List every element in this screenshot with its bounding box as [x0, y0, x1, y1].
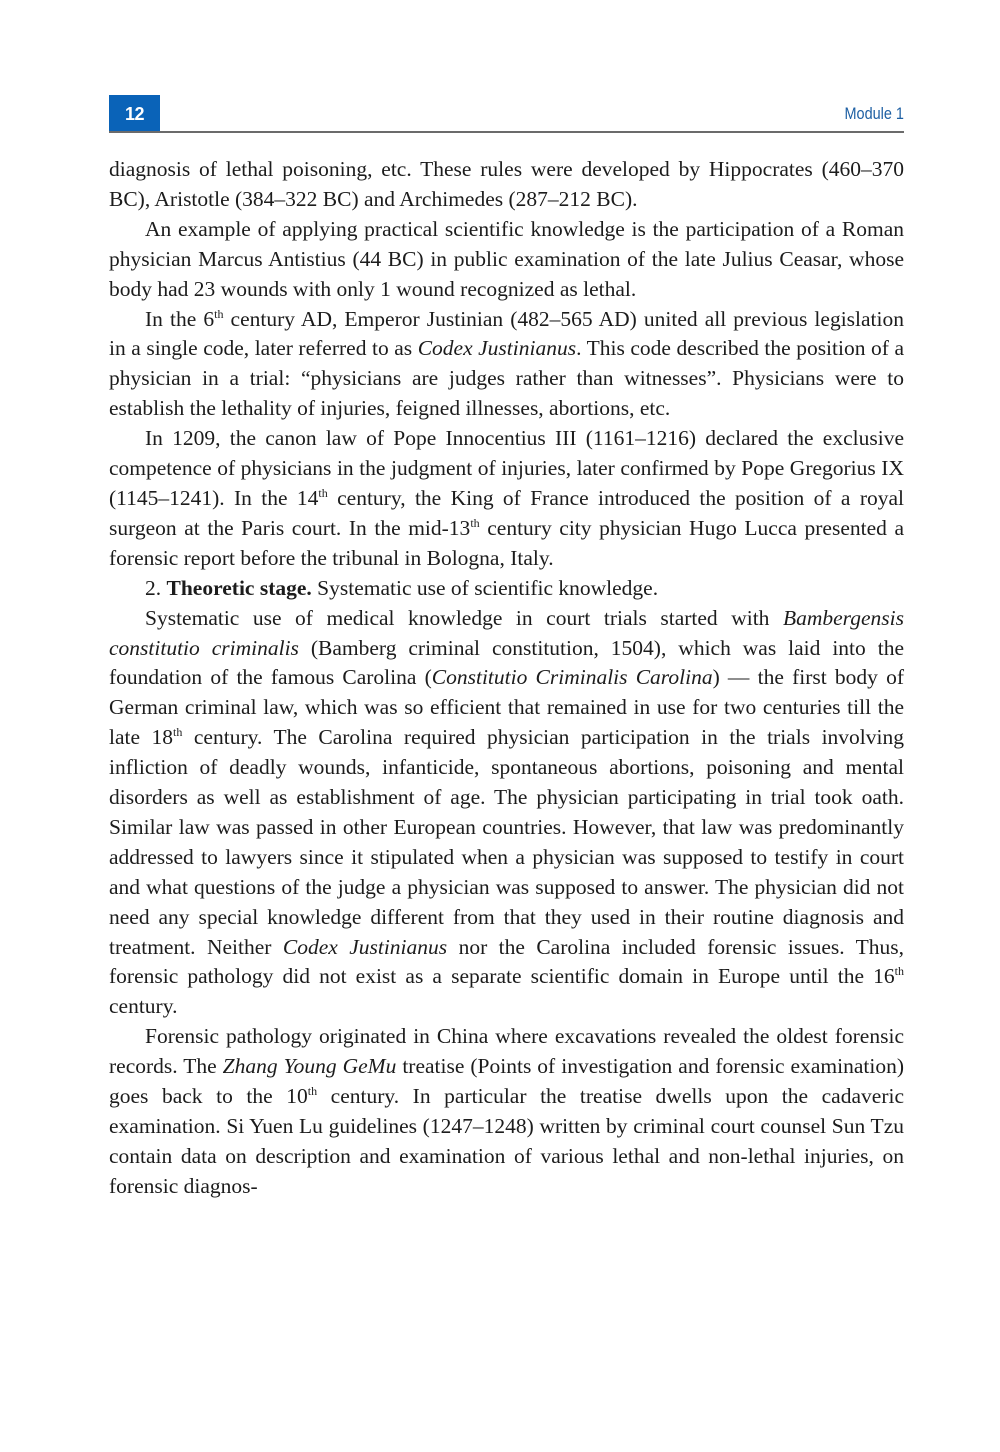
- text-run: treatise (Points of investigation and forensic examination) goes back to the 10: [109, 1054, 904, 1109]
- text-run: century. In particular the treatise dwells upon the cadaveric examination. Si Yuen Lu guidelines (1247–1248) written by criminal court counsel Sun Tzu contain data on description and examination of various lethal and non-lethal injuries, on forensic diagnos-: [109, 1084, 904, 1198]
- paragraph: [109, 604, 904, 1023]
- text-run: century city physician Hugo Lucca presented a forensic report before the tribunal in Bologna, Italy.: [109, 515, 904, 570]
- text-run: (Bamberg criminal constitution, 1504), which was laid into the foundation of the famous Carolina (: [109, 635, 904, 690]
- italic-term: Bambergensis constitutio criminalis: [109, 605, 904, 660]
- paragraph: [109, 424, 904, 574]
- text-run: century. The Carolina required physician participation in the trials involving infliction of deadly wounds, infanticide, spontaneous abortions, poisoning and mental disorders as well as establishment of age. The physician participating in trial took oath. Similar law was passed in other European countries. However, that law was predominantly addressed to lawyers since it stipulated when a physician was supposed to testify in court and what questions of the judge a physician was supposed to answer. The physician did not need any special knowledge different from that they used in their routine diagnosis and treatment. Neither: [109, 725, 904, 959]
- superscript: th: [470, 515, 480, 530]
- page-header: [109, 95, 904, 135]
- text-run: 2.: [145, 575, 167, 600]
- italic-term: Codex Justinianus: [282, 934, 448, 959]
- superscript: th: [318, 485, 328, 500]
- text-run: In the 6: [145, 306, 215, 331]
- superscript: th: [894, 964, 904, 979]
- text-run: In 1209, the canon law of Pope Innocentius III (1161–1216) declared the exclusive competence of physicians in the judgment of injuries, later confirmed by Pope Gregorius IX (1145–1241). In the 14: [109, 426, 904, 510]
- text-run: Forensic pathology originated in China where excavations revealed the oldest forensic records. The: [109, 1024, 904, 1079]
- italic-term: Zhang Young GeMu: [222, 1054, 397, 1079]
- superscript: th: [214, 306, 224, 321]
- paragraph: [109, 574, 904, 604]
- text-run: ) — the first body of German criminal law, which was so efficient that remained in use for two centuries till the late 18: [109, 665, 904, 750]
- text-run: . This code described the position of a physician in a trial: “physicians are judges rather than witnesses”. Physicians were to establish the lethality of injuries, feigned illnesses, abortions, etc.: [109, 336, 904, 421]
- text-run: An example of applying practical scientific knowledge is the participation of a Roman physician Marcus Antistius (44 BC) in public examination of the late Julius Ceasar, whose body had 23 wounds with only 1 wound recognized as lethal.: [109, 216, 904, 301]
- header-divider: [109, 131, 904, 133]
- module-label: Module 1: [844, 104, 904, 123]
- text-run: century.: [109, 994, 178, 1019]
- text-run: Systematic use of scientific knowledge.: [311, 575, 659, 600]
- text-run: century AD, Emperor Justinian (482–565 AD) united all previous legislation in a single code, later referred to as: [109, 306, 904, 361]
- text-run: Systematic use of medical knowledge in court trials started with: [145, 605, 783, 630]
- body-text: [109, 155, 904, 1202]
- italic-term: Constitutio Criminalis Carolina: [431, 665, 713, 690]
- paragraph: [109, 215, 904, 305]
- bold-term: Theoretic stage.: [166, 575, 312, 600]
- text-run: nor the Carolina included forensic issues. Thus, forensic pathology did not exist as a separate scientific domain in Europe until the 16: [109, 934, 905, 989]
- paragraph: [109, 305, 904, 425]
- italic-term: Codex Justinianus: [417, 336, 577, 361]
- text-run: diagnosis of lethal poisoning, etc. These rules were developed by Hippocrates (460–370 BC), Aristotle (384–322 BC) and Archimedes (287–212 BC).: [109, 157, 904, 211]
- paragraph: [109, 1022, 904, 1201]
- paragraph: [109, 155, 904, 215]
- page-number-badge: 12: [109, 95, 160, 133]
- superscript: th: [307, 1084, 318, 1099]
- superscript: th: [173, 725, 183, 740]
- text-run: century, the King of France introduced the position of a royal surgeon at the Paris court. In the mid-13: [109, 485, 904, 540]
